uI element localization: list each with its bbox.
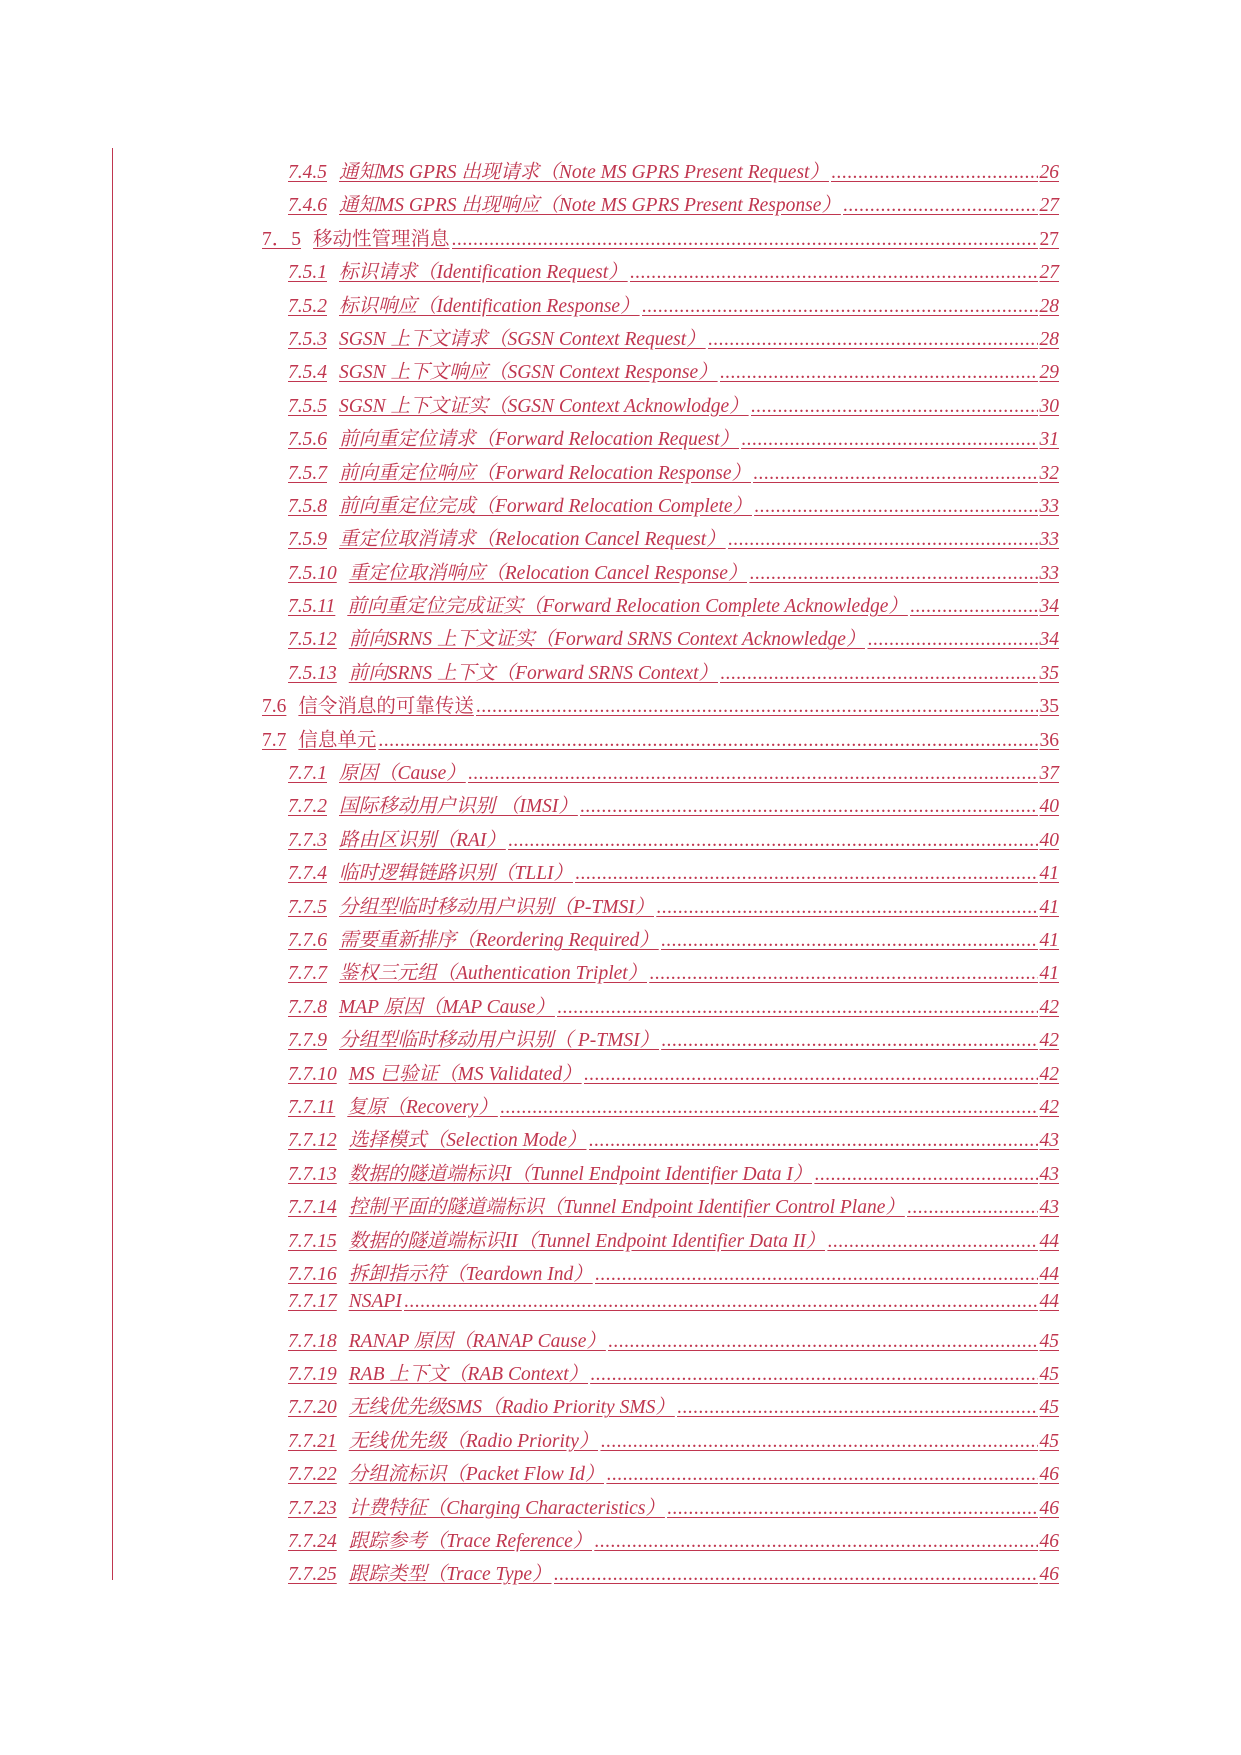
toc-entry[interactable] [262, 1024, 1059, 1057]
toc-dot-leader [867, 629, 1037, 651]
toc-entry[interactable] [262, 1458, 1059, 1491]
toc-dot-leader [630, 262, 1038, 284]
toc-section-number: 7.7.6 [288, 929, 327, 951]
toc-page-number: 43 [1039, 1197, 1059, 1219]
left-margin-rule [112, 148, 113, 1580]
toc-dot-leader [554, 1564, 1038, 1586]
toc-entry[interactable] [262, 857, 1059, 890]
toc-section-number: 7.7.18 [288, 1330, 337, 1352]
toc-section-number: 7.6 [262, 696, 287, 718]
toc-page-number: 46 [1039, 1531, 1059, 1553]
toc-section-number: 7.5.9 [288, 529, 327, 551]
toc-section-number: 7.5.4 [288, 362, 327, 384]
toc-section-number: 7.7.22 [288, 1464, 337, 1486]
toc-entry[interactable] [262, 1358, 1059, 1391]
toc-section-title: 数据的隧道端标识I（Tunnel Endpoint Identifier Data I） [348, 1163, 813, 1185]
toc-section-number: 7.5.1 [288, 262, 327, 284]
toc-page-number: 33 [1039, 495, 1059, 517]
toc-entry[interactable] [262, 1325, 1059, 1358]
toc-page-number: 28 [1039, 295, 1059, 317]
toc-section-number: 7.7.4 [288, 863, 327, 885]
toc-section-number: 7.5.8 [288, 495, 327, 517]
toc-entry[interactable] [262, 991, 1059, 1024]
toc-entry[interactable] [262, 1391, 1059, 1424]
toc-section-title: 前向重定位请求（Forward Relocation Request） [339, 429, 740, 451]
toc-entry[interactable] [262, 724, 1059, 757]
toc-dot-leader [476, 696, 1038, 718]
toc-section-title: 标识请求（Identification Request） [339, 262, 628, 284]
toc-dot-leader [595, 1264, 1038, 1286]
toc-dot-leader [608, 1331, 1038, 1353]
toc-section-title: 无线优先级（Radio Priority） [348, 1430, 599, 1452]
toc-section-number: 7.7.24 [288, 1531, 337, 1553]
toc-dot-leader [508, 830, 1038, 852]
toc-dot-leader [728, 529, 1038, 551]
toc-page-number: 44 [1039, 1263, 1059, 1285]
toc-dot-leader [500, 1097, 1038, 1119]
toc-entry[interactable] [262, 1091, 1059, 1124]
toc-page-number: 31 [1039, 429, 1059, 451]
toc-entry[interactable] [262, 924, 1059, 957]
toc-dot-leader [600, 1431, 1037, 1453]
toc-dot-leader [831, 162, 1038, 184]
toc-page-number: 41 [1039, 863, 1059, 885]
toc-section-number: 7．5 [262, 228, 302, 250]
toc-dot-leader [907, 1197, 1038, 1219]
toc-dot-leader [649, 963, 1037, 985]
toc-entry[interactable] [262, 1291, 1059, 1324]
table-of-contents [262, 156, 1059, 1592]
toc-entry[interactable] [262, 1158, 1059, 1191]
toc-section-title: 分组流标识（Packet Flow Id） [348, 1464, 605, 1486]
toc-page-number: 40 [1039, 796, 1059, 818]
toc-page-number: 37 [1039, 763, 1059, 785]
toc-section-title: 标识响应（Identification Response） [339, 295, 640, 317]
toc-entry[interactable] [262, 1191, 1059, 1224]
toc-section-number: 7.5.7 [288, 462, 327, 484]
toc-dot-leader [720, 663, 1038, 685]
toc-section-title: 前向SRNS 上下文（Forward SRNS Context） [348, 662, 718, 684]
toc-dot-leader [667, 1498, 1038, 1520]
toc-page-number: 42 [1039, 996, 1059, 1018]
toc-section-number: 7.7.7 [288, 963, 327, 985]
toc-section-title: 数据的隧道端标识II（Tunnel Endpoint Identifier Data II） [348, 1230, 826, 1252]
toc-entry[interactable] [262, 423, 1059, 456]
toc-section-title: 拆卸指示符（Teardown Ind） [348, 1263, 593, 1285]
toc-dot-leader [575, 863, 1037, 885]
toc-page-number: 27 [1039, 228, 1059, 250]
toc-section-number: 7.7.12 [288, 1130, 337, 1152]
toc-entry[interactable] [262, 590, 1059, 623]
toc-page-number: 45 [1039, 1397, 1059, 1419]
toc-dot-leader [910, 596, 1038, 618]
toc-page-number: 29 [1039, 362, 1059, 384]
toc-entry[interactable] [262, 1492, 1059, 1525]
toc-page-number: 43 [1039, 1130, 1059, 1152]
toc-page-number: 34 [1039, 629, 1059, 651]
toc-page-number: 40 [1039, 829, 1059, 851]
toc-section-title: 移动性管理消息 [313, 228, 450, 250]
toc-section-number: 7.7 [262, 729, 287, 751]
toc-section-title: 跟踪类型（Trace Type） [348, 1564, 552, 1586]
toc-section-number: 7.7.23 [288, 1497, 337, 1519]
toc-section-number: 7.7.19 [288, 1364, 337, 1386]
toc-section-number: 7.5.2 [288, 295, 327, 317]
toc-section-number: 7.7.3 [288, 829, 327, 851]
toc-section-number: 7.5.12 [288, 629, 337, 651]
toc-section-number: 7.7.17 [288, 1291, 337, 1313]
toc-section-number: 7.5.5 [288, 395, 327, 417]
toc-page-number: 41 [1039, 963, 1059, 985]
toc-dot-leader [606, 1464, 1037, 1486]
toc-entry[interactable] [262, 189, 1059, 222]
toc-section-title: 选择模式（Selection Mode） [348, 1130, 587, 1152]
toc-section-title: 前向重定位完成（Forward Relocation Complete） [339, 495, 753, 517]
toc-section-number: 7.4.6 [288, 195, 327, 217]
toc-section-title: 路由区识别（RAI） [339, 829, 506, 851]
toc-dot-leader [656, 897, 1037, 919]
toc-page-number: 33 [1039, 562, 1059, 584]
toc-section-number: 7.5.3 [288, 328, 327, 350]
toc-section-title: 需要重新排序（Reordering Required） [339, 929, 659, 951]
toc-entry[interactable] [262, 1558, 1059, 1591]
toc-page-number: 45 [1039, 1430, 1059, 1452]
toc-dot-leader [843, 195, 1038, 217]
toc-entry[interactable] [262, 1425, 1059, 1458]
toc-entry[interactable] [262, 957, 1059, 990]
toc-section-number: 7.7.2 [288, 796, 327, 818]
toc-dot-leader [642, 296, 1038, 318]
toc-entry[interactable] [262, 1258, 1059, 1291]
toc-section-title: 通知MS GPRS 出现请求（Note MS GPRS Present Request） [339, 162, 829, 183]
toc-page-number: 42 [1039, 1063, 1059, 1085]
toc-section-title: 前向SRNS 上下文证实（Forward SRNS Context Acknowledge） [348, 629, 866, 651]
toc-entry[interactable] [262, 323, 1059, 356]
toc-section-number: 7.7.25 [288, 1564, 337, 1586]
toc-section-number: 7.7.11 [288, 1096, 336, 1118]
toc-section-number: 7.7.14 [288, 1197, 337, 1219]
toc-dot-leader [468, 763, 1038, 785]
toc-page-number: 43 [1039, 1163, 1059, 1185]
toc-section-number: 7.5.11 [288, 596, 336, 618]
toc-section-title: NSAPI [348, 1291, 402, 1313]
toc-dot-leader [720, 362, 1038, 384]
toc-entry[interactable] [262, 690, 1059, 723]
toc-section-title: RAB 上下文（RAB Context） [348, 1364, 589, 1386]
toc-page-number: 27 [1039, 262, 1059, 284]
toc-entry[interactable] [262, 290, 1059, 323]
toc-page-number: 42 [1039, 1096, 1059, 1118]
toc-entry[interactable] [262, 790, 1059, 823]
toc-entry[interactable] [262, 657, 1059, 690]
toc-section-title: 前向重定位响应（Forward Relocation Response） [339, 462, 751, 484]
toc-dot-leader [708, 329, 1038, 351]
toc-dot-leader [827, 1231, 1037, 1253]
toc-dot-leader [754, 496, 1037, 518]
toc-entry[interactable] [262, 1058, 1059, 1091]
toc-page-number: 45 [1039, 1330, 1059, 1352]
toc-dot-leader [590, 1364, 1037, 1386]
toc-section-title: MAP 原因（MAP Cause） [339, 996, 555, 1018]
toc-section-title: 计费特征（Charging Characteristics） [348, 1497, 665, 1519]
toc-section-title: 鉴权三元组（Authentication Triplet） [339, 963, 648, 985]
toc-section-title: 信令消息的可靠传送 [298, 696, 474, 718]
toc-section-number: 7.7.21 [288, 1430, 337, 1452]
toc-section-title: MS 已验证（MS Validated） [348, 1063, 582, 1085]
toc-entry[interactable] [262, 490, 1059, 523]
toc-section-number: 7.7.9 [288, 1030, 327, 1052]
toc-page-number: 36 [1039, 729, 1059, 751]
toc-page-number: 35 [1039, 662, 1059, 684]
toc-section-title: 重定位取消响应（Relocation Cancel Response） [348, 562, 748, 584]
toc-section-title: SGSN 上下文请求（SGSN Context Request） [339, 328, 706, 350]
toc-entry[interactable] [262, 1124, 1059, 1157]
toc-page-number: 45 [1039, 1364, 1059, 1386]
toc-page-number: 41 [1039, 896, 1059, 918]
toc-dot-leader [749, 563, 1037, 585]
toc-page-number: 28 [1039, 328, 1059, 350]
toc-page-number: 26 [1039, 162, 1059, 183]
toc-entry[interactable] [262, 356, 1059, 389]
toc-entry[interactable] [262, 757, 1059, 790]
toc-dot-leader [661, 1030, 1037, 1052]
toc-section-title: SGSN 上下文证实（SGSN Context Acknowlodge） [339, 395, 749, 417]
toc-section-number: 7.5.6 [288, 429, 327, 451]
toc-section-number: 7.7.8 [288, 996, 327, 1018]
toc-dot-leader [557, 997, 1038, 1019]
toc-section-title: 控制平面的隧道端标识（Tunnel Endpoint Identifier Control Plane） [348, 1197, 905, 1219]
toc-page-number: 34 [1039, 596, 1059, 618]
toc-entry[interactable] [262, 891, 1059, 924]
toc-dot-leader [452, 229, 1038, 251]
toc-entry[interactable] [262, 523, 1059, 556]
toc-page-number: 27 [1039, 195, 1059, 217]
toc-dot-leader [753, 463, 1038, 485]
toc-section-number: 7.7.10 [288, 1063, 337, 1085]
toc-dot-leader [751, 396, 1038, 418]
toc-page-number: 46 [1039, 1464, 1059, 1486]
toc-section-number: 7.7.20 [288, 1397, 337, 1419]
toc-section-number: 7.5.10 [288, 562, 337, 584]
toc-dot-leader [814, 1164, 1037, 1186]
toc-dot-leader [378, 730, 1037, 752]
toc-entry[interactable] [262, 390, 1059, 423]
toc-page-number: 30 [1039, 395, 1059, 417]
toc-section-title: 前向重定位完成证实（Forward Relocation Complete Acknowledge） [347, 596, 908, 618]
toc-entry[interactable] [262, 457, 1059, 490]
toc-entry[interactable] [262, 156, 1059, 189]
toc-section-number: 7.7.1 [288, 763, 327, 785]
toc-entry[interactable] [262, 223, 1059, 256]
toc-section-title: SGSN 上下文响应（SGSN Context Response） [339, 362, 718, 384]
toc-dot-leader [404, 1291, 1038, 1313]
toc-section-title: 信息单元 [298, 729, 377, 751]
toc-entry[interactable] [262, 256, 1059, 289]
toc-dot-leader [741, 429, 1037, 451]
toc-dot-leader [677, 1397, 1038, 1419]
toc-section-title: 重定位取消请求（Relocation Cancel Request） [339, 529, 726, 551]
toc-page-number: 46 [1039, 1497, 1059, 1519]
toc-page-number: 44 [1039, 1291, 1059, 1313]
toc-page-number: 44 [1039, 1230, 1059, 1252]
toc-section-title: 分组型临时移动用户识别（ P-TMSI） [339, 1030, 660, 1052]
toc-section-number: 7.4.5 [288, 162, 327, 183]
toc-dot-leader [661, 930, 1038, 952]
toc-section-title: 临时逻辑链路识别（TLLI） [339, 863, 574, 885]
toc-section-title: 复原（Recovery） [347, 1096, 498, 1118]
toc-section-title: 原因（Cause） [339, 763, 466, 785]
toc-entry[interactable] [262, 623, 1059, 656]
toc-section-title: 跟踪参考（Trace Reference） [348, 1531, 593, 1553]
toc-page-number: 42 [1039, 1030, 1059, 1052]
toc-dot-leader [594, 1531, 1037, 1553]
toc-entry[interactable] [262, 1525, 1059, 1558]
toc-section-title: 通知MS GPRS 出现响应（Note MS GPRS Present Response） [339, 195, 841, 217]
toc-section-title: RANAP 原因（RANAP Cause） [348, 1330, 606, 1352]
toc-section-title: 分组型临时移动用户识别（P-TMSI） [339, 896, 655, 918]
toc-dot-leader [584, 1064, 1038, 1086]
toc-entry[interactable] [262, 557, 1059, 590]
toc-page-number: 35 [1039, 696, 1059, 718]
toc-entry[interactable] [262, 824, 1059, 857]
toc-dot-leader [589, 1130, 1038, 1152]
toc-section-number: 7.7.16 [288, 1263, 337, 1285]
toc-dot-leader [580, 796, 1038, 818]
toc-section-number: 7.7.13 [288, 1163, 337, 1185]
toc-page-number: 46 [1039, 1564, 1059, 1586]
toc-page-number: 41 [1039, 929, 1059, 951]
toc-page-number: 33 [1039, 529, 1059, 551]
toc-entry[interactable] [262, 1225, 1059, 1258]
toc-section-title: 国际移动用户识别 （IMSI） [339, 796, 578, 818]
toc-section-number: 7.7.5 [288, 896, 327, 918]
toc-page-number: 32 [1039, 462, 1059, 484]
toc-section-title: 无线优先级SMS（Radio Priority SMS） [348, 1397, 675, 1419]
toc-section-number: 7.7.15 [288, 1230, 337, 1252]
toc-section-number: 7.5.13 [288, 662, 337, 684]
